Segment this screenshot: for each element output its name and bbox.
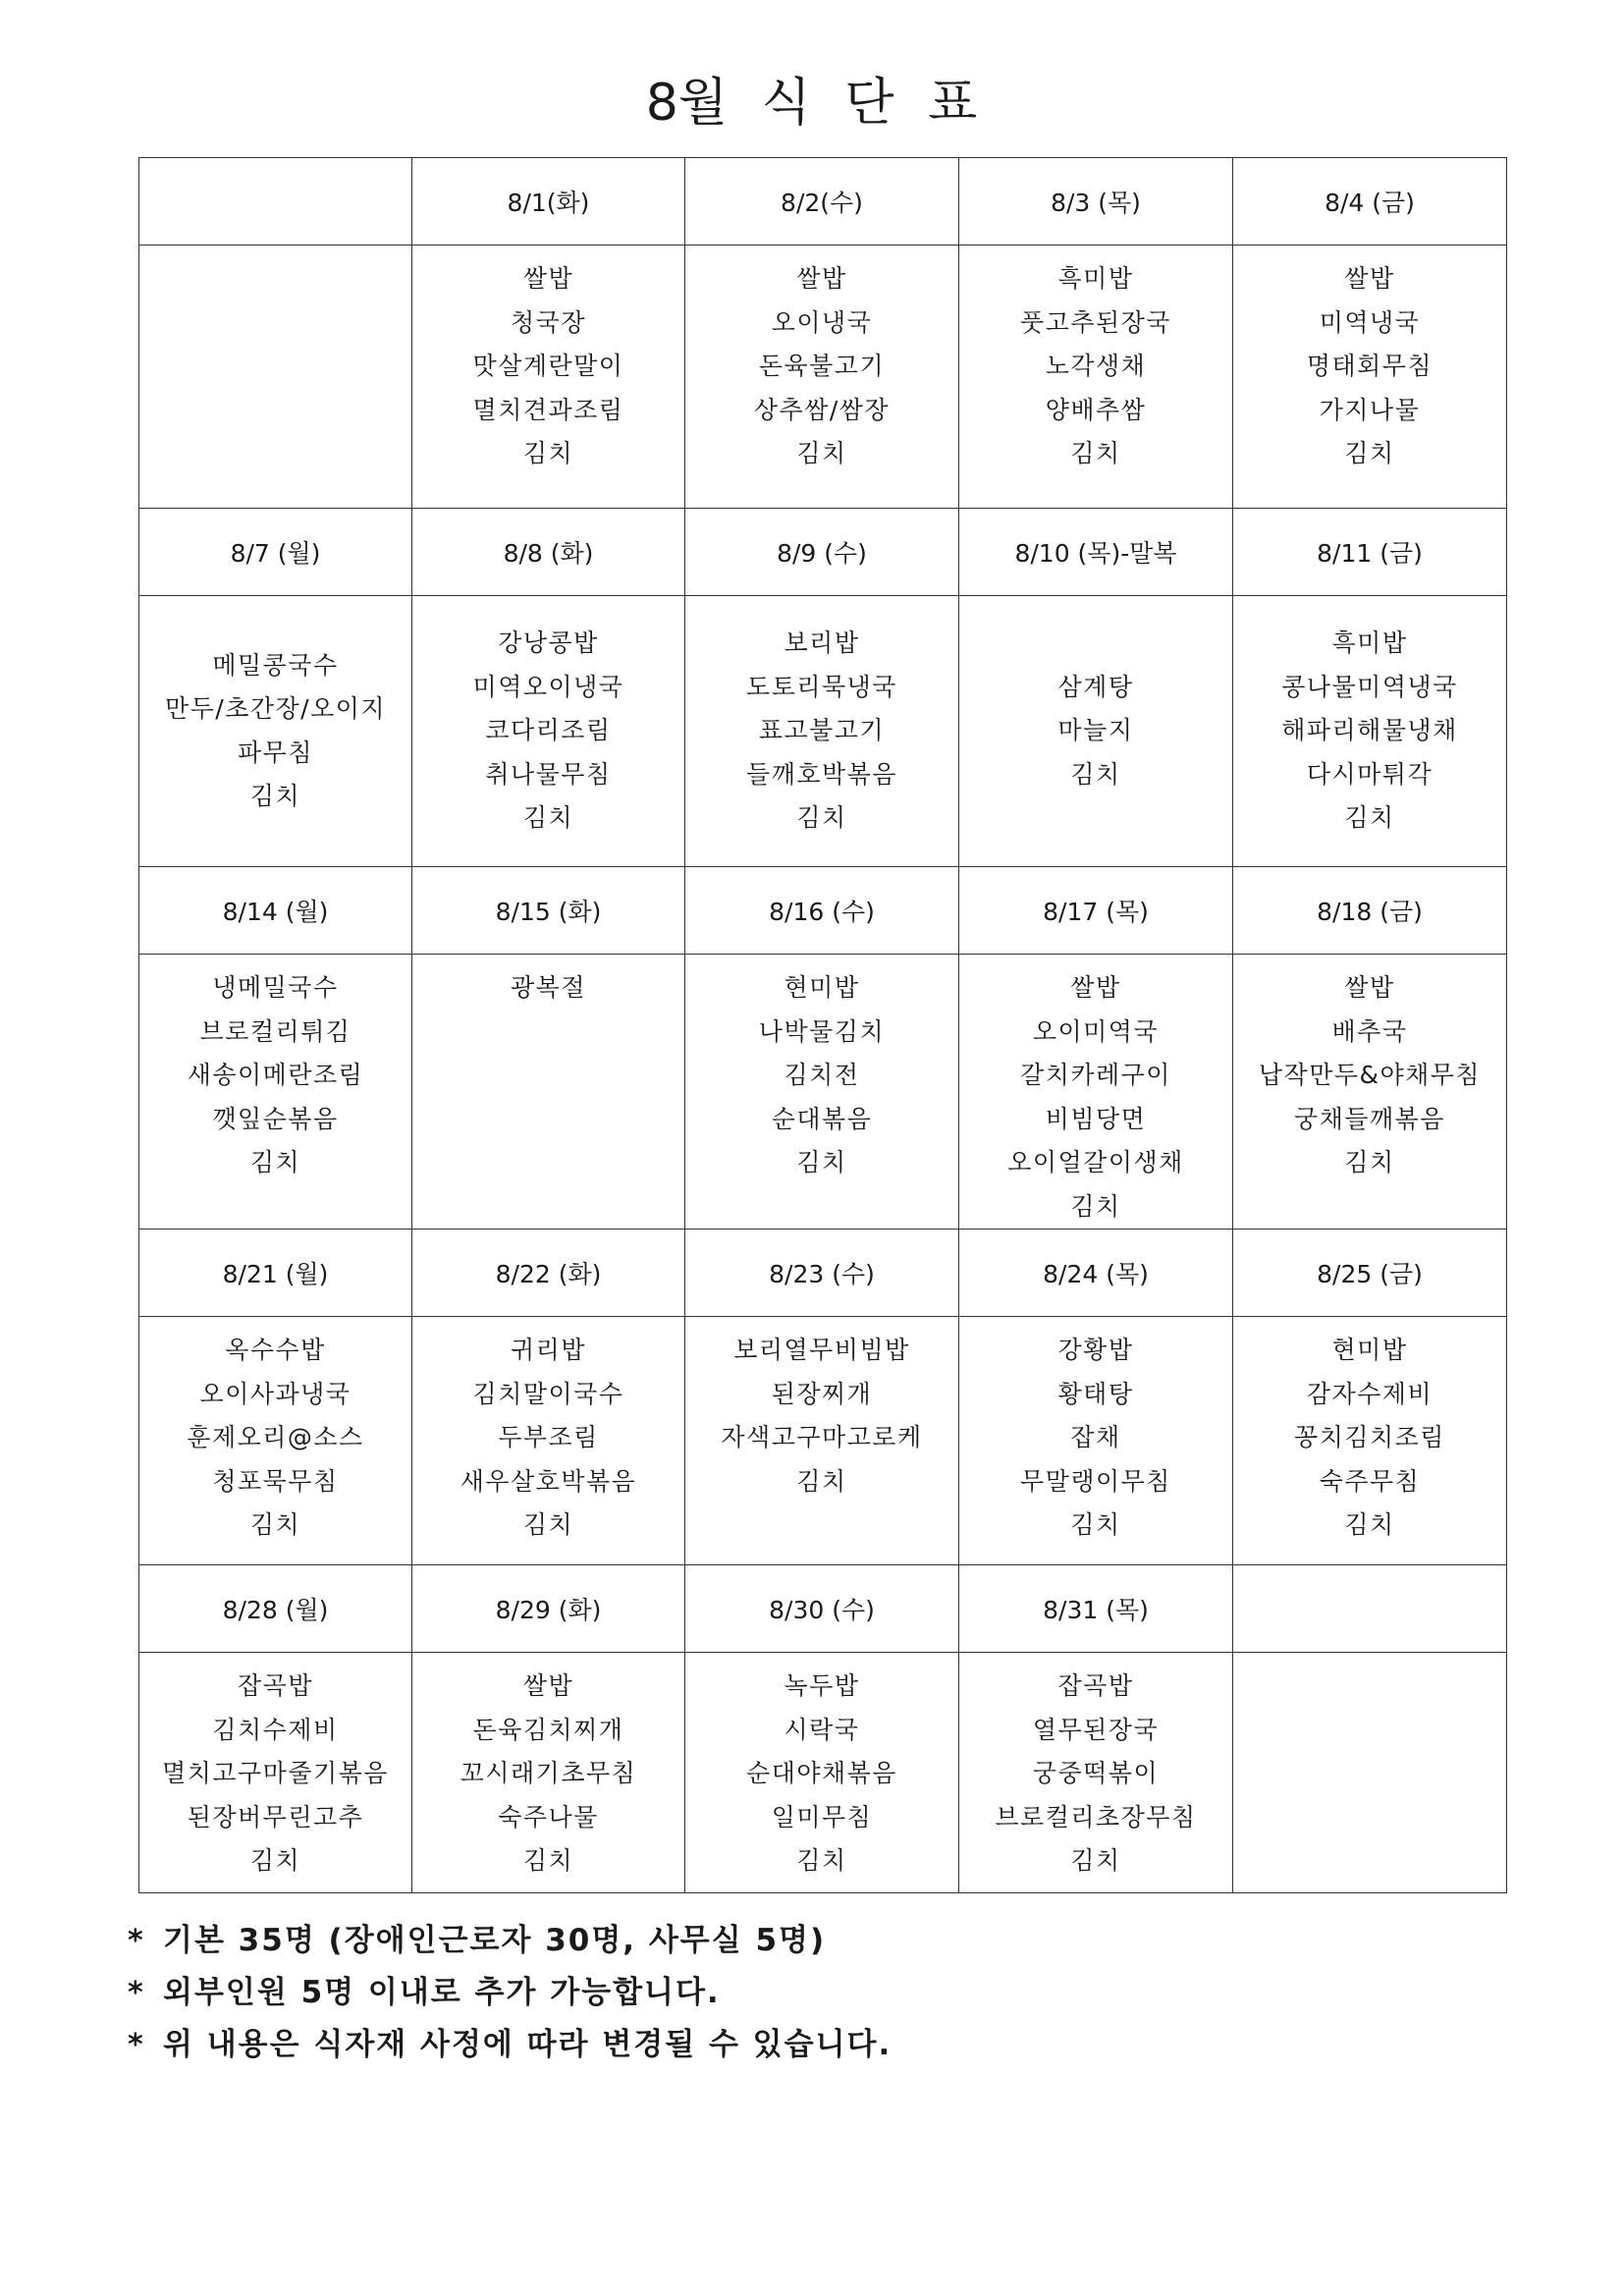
menu-item: 표고불고기 <box>758 716 886 745</box>
menu-item: 현미밥 <box>1331 1336 1408 1364</box>
menu-item: 풋고추된장국 <box>1020 307 1171 337</box>
menu-cell <box>1233 246 1507 509</box>
note-text: 위 내용은 식자재 사정에 따라 변경될 수 있습니다. <box>163 2027 893 2062</box>
menu-row <box>139 1317 1507 1565</box>
date-header-row <box>139 1230 1507 1317</box>
menu-item: 김치 <box>796 1148 847 1176</box>
date-cell: 8/8 (화) <box>412 509 685 596</box>
menu-item: 김치전 <box>784 1061 860 1089</box>
menu-item: 김치수제비 <box>212 1715 339 1744</box>
menu-item: 순대야채볶음 <box>746 1759 897 1787</box>
menu-item: 김치 <box>1070 759 1121 789</box>
menu-item: 상추쌈/쌈장 <box>753 395 891 424</box>
menu-item: 김치 <box>522 1510 574 1539</box>
menu-item: 김치 <box>1070 1846 1121 1875</box>
menu-item: 김치 <box>796 1846 847 1875</box>
note-bullet: * <box>128 1976 145 2010</box>
menu-item: 쌀밥 <box>1070 973 1121 1002</box>
menu-cell <box>1233 955 1507 1230</box>
menu-cell <box>139 1317 412 1565</box>
menu-item: 쌀밥 <box>522 264 574 293</box>
menu-item: 깻잎순볶음 <box>212 1104 339 1133</box>
menu-cell <box>139 596 412 867</box>
menu-item: 김치말이국수 <box>472 1379 624 1408</box>
menu-item: 김치 <box>796 803 847 833</box>
menu-item: 코다리조림 <box>485 716 612 745</box>
note-text: 기본 35명 (장애인근로자 30명, 사무실 5명) <box>163 1923 827 1958</box>
date-cell: 8/4 (금) <box>1233 158 1507 246</box>
menu-item: 흑미밥 <box>1057 264 1134 293</box>
menu-item: 만두/초간장/오이지 <box>164 694 387 723</box>
menu-cell <box>139 955 412 1230</box>
menu-item: 된장찌개 <box>771 1379 873 1408</box>
menu-item: 잡곡밥 <box>238 1671 313 1700</box>
menu-item: 김치 <box>1070 1510 1121 1539</box>
note-item <box>128 2019 892 2071</box>
menu-item: 배추국 <box>1331 1016 1408 1046</box>
menu-item: 황태탕 <box>1057 1379 1134 1408</box>
note-bullet: * <box>128 2028 145 2062</box>
menu-item: 들깨호박볶음 <box>746 759 897 789</box>
menu-item: 해파리해물냉채 <box>1281 716 1458 745</box>
menu-item: 순대볶음 <box>771 1104 873 1133</box>
menu-item: 숙주나물 <box>498 1802 599 1831</box>
menu-item: 옥수수밥 <box>225 1336 326 1364</box>
date-cell: 8/3 (목) <box>959 158 1233 246</box>
menu-row <box>139 1653 1507 1893</box>
menu-item: 새송이메란조림 <box>187 1061 364 1089</box>
date-cell: 8/2(수) <box>685 158 959 246</box>
date-cell: 8/1(화) <box>412 158 685 246</box>
menu-item: 김치 <box>1344 803 1395 833</box>
date-cell: 8/18 (금) <box>1233 867 1507 955</box>
menu-item: 김치 <box>1070 439 1121 467</box>
menu-item: 콩나물미역냉국 <box>1281 672 1458 701</box>
menu-row <box>139 246 1507 509</box>
menu-item: 청국장 <box>511 307 586 337</box>
note-text: 외부인원 5명 이내로 추가 가능합니다. <box>163 1975 721 2010</box>
date-cell: 8/23 (수) <box>685 1230 959 1317</box>
menu-item: 김치 <box>796 1466 847 1496</box>
menu-item: 현미밥 <box>784 973 860 1002</box>
menu-cell <box>1233 1317 1507 1565</box>
menu-item: 김치 <box>1070 1191 1121 1221</box>
date-cell: 8/21 (월) <box>139 1230 412 1317</box>
menu-item: 삼계탕 <box>1057 672 1134 701</box>
menu-row <box>139 596 1507 867</box>
menu-item: 궁채들깨볶음 <box>1294 1104 1445 1133</box>
menu-item: 숙주무침 <box>1319 1466 1421 1496</box>
menu-item: 꽁치김치조림 <box>1294 1423 1445 1451</box>
menu-item: 훈제오리@소스 <box>187 1423 364 1451</box>
menu-item: 꼬시래기초무침 <box>460 1759 637 1787</box>
note-item <box>128 1915 892 1967</box>
menu-cell <box>959 955 1233 1230</box>
note-item <box>128 1967 892 2019</box>
note-bullet: * <box>128 1924 145 1958</box>
menu-item: 새우살호박볶음 <box>460 1466 637 1496</box>
date-header-row <box>139 509 1507 596</box>
date-cell: 8/17 (목) <box>959 867 1233 955</box>
menu-cell <box>959 246 1233 509</box>
menu-item: 시락국 <box>784 1715 860 1744</box>
menu-item: 파무침 <box>238 738 313 767</box>
meal-schedule-table <box>138 157 1507 1893</box>
menu-item: 된장버무린고추 <box>187 1802 364 1831</box>
date-cell: 8/22 (화) <box>412 1230 685 1317</box>
date-cell: 8/14 (월) <box>139 867 412 955</box>
menu-item: 감자수제비 <box>1306 1379 1434 1408</box>
menu-item: 오이냉국 <box>771 307 873 337</box>
date-cell <box>139 158 412 246</box>
notes-section <box>128 1915 892 2071</box>
date-cell: 8/15 (화) <box>412 867 685 955</box>
menu-item: 오이미역국 <box>1032 1016 1160 1046</box>
menu-item: 맛살계란말이 <box>472 352 624 380</box>
menu-item: 마늘지 <box>1057 716 1134 745</box>
date-cell: 8/7 (월) <box>139 509 412 596</box>
menu-cell <box>139 1653 412 1893</box>
date-cell <box>1233 1565 1507 1653</box>
date-cell: 8/9 (수) <box>685 509 959 596</box>
menu-item: 멸치고구마줄기볶음 <box>162 1759 389 1787</box>
menu-item: 김치 <box>796 439 847 467</box>
date-cell: 8/16 (수) <box>685 867 959 955</box>
menu-item: 취나물무침 <box>485 759 612 789</box>
menu-item: 보리열무비빔밥 <box>733 1336 910 1364</box>
menu-item: 다시마튀각 <box>1306 759 1434 789</box>
date-cell: 8/25 (금) <box>1233 1230 1507 1317</box>
menu-item: 궁중떡볶이 <box>1032 1759 1160 1787</box>
menu-item: 브로컬리초장무침 <box>995 1802 1197 1831</box>
menu-item: 미역오이냉국 <box>472 672 624 701</box>
menu-cell <box>685 596 959 867</box>
menu-item: 김치 <box>249 782 301 810</box>
menu-item: 갈치카레구이 <box>1020 1061 1171 1089</box>
menu-item: 자색고구마고로케 <box>721 1423 923 1451</box>
menu-item: 돈육불고기 <box>758 352 886 380</box>
menu-item: 비빔당면 <box>1045 1104 1147 1133</box>
menu-item: 김치 <box>522 1846 574 1875</box>
menu-item: 쌀밥 <box>522 1671 574 1700</box>
menu-cell <box>959 596 1233 867</box>
menu-cell <box>959 1653 1233 1893</box>
date-cell: 8/30 (수) <box>685 1565 959 1653</box>
menu-item: 김치 <box>522 803 574 833</box>
menu-item: 노각생채 <box>1045 352 1147 380</box>
menu-item: 쌀밥 <box>1344 973 1395 1002</box>
menu-item: 강낭콩밥 <box>498 629 599 658</box>
menu-cell <box>959 1317 1233 1565</box>
menu-item: 냉메밀국수 <box>212 973 339 1002</box>
menu-item: 김치 <box>1344 1148 1395 1176</box>
menu-item: 미역냉국 <box>1319 307 1421 337</box>
menu-item: 두부조림 <box>498 1423 599 1451</box>
menu-item: 김치 <box>1344 1510 1395 1539</box>
menu-item: 보리밥 <box>784 629 860 658</box>
menu-item: 나박물김치 <box>758 1016 886 1046</box>
menu-cell <box>412 1317 685 1565</box>
menu-item: 납작만두&야채무침 <box>1258 1061 1482 1089</box>
menu-item: 김치 <box>249 1510 301 1539</box>
menu-cell <box>1233 596 1507 867</box>
date-header-row <box>139 867 1507 955</box>
menu-cell <box>412 246 685 509</box>
menu-item: 가지나물 <box>1319 395 1421 424</box>
menu-item: 녹두밥 <box>784 1671 860 1700</box>
date-header-row <box>139 158 1507 246</box>
menu-item: 멸치견과조림 <box>472 395 624 424</box>
menu-cell <box>685 246 959 509</box>
menu-item: 김치 <box>249 1846 301 1875</box>
menu-item: 쌀밥 <box>796 264 847 293</box>
page-title: 8월 식 단 표 <box>645 74 978 133</box>
menu-item: 김치 <box>1344 439 1395 467</box>
date-cell: 8/24 (목) <box>959 1230 1233 1317</box>
menu-item: 메밀콩국수 <box>212 650 339 680</box>
menu-cell <box>685 955 959 1230</box>
menu-item: 도토리묵냉국 <box>746 672 897 701</box>
date-cell: 8/28 (월) <box>139 1565 412 1653</box>
menu-item: 일미무침 <box>771 1802 873 1831</box>
menu-item: 무말랭이무침 <box>1020 1466 1171 1496</box>
menu-item: 양배추쌈 <box>1045 395 1147 424</box>
menu-item: 명태회무침 <box>1306 352 1434 380</box>
menu-item: 흑미밥 <box>1331 629 1408 658</box>
date-cell: 8/31 (목) <box>959 1565 1233 1653</box>
menu-item: 강황밥 <box>1057 1336 1134 1364</box>
menu-item: 열무된장국 <box>1032 1715 1160 1744</box>
menu-item: 오이얼갈이생채 <box>1007 1148 1184 1176</box>
menu-item: 오이사과냉국 <box>199 1379 352 1408</box>
menu-item: 김치 <box>522 439 574 467</box>
menu-cell <box>412 955 685 1230</box>
menu-item: 쌀밥 <box>1344 264 1395 293</box>
date-cell: 8/11 (금) <box>1233 509 1507 596</box>
menu-item: 돈육김치찌개 <box>472 1715 624 1744</box>
menu-cell <box>685 1653 959 1893</box>
menu-item: 광복절 <box>511 973 586 1002</box>
menu-cell <box>139 246 412 509</box>
menu-cell <box>685 1317 959 1565</box>
menu-item: 청포묵무침 <box>212 1466 339 1496</box>
date-header-row <box>139 1565 1507 1653</box>
menu-item: 귀리밥 <box>511 1336 586 1364</box>
menu-row <box>139 955 1507 1230</box>
menu-item: 브로컬리튀김 <box>199 1016 352 1046</box>
menu-cell <box>412 596 685 867</box>
menu-item: 김치 <box>249 1148 301 1176</box>
menu-item: 잡채 <box>1070 1423 1121 1451</box>
menu-cell <box>1233 1653 1507 1893</box>
menu-item: 잡곡밥 <box>1057 1671 1134 1700</box>
date-cell: 8/29 (화) <box>412 1565 685 1653</box>
menu-cell <box>412 1653 685 1893</box>
date-cell: 8/10 (목)-말복 <box>959 509 1233 596</box>
